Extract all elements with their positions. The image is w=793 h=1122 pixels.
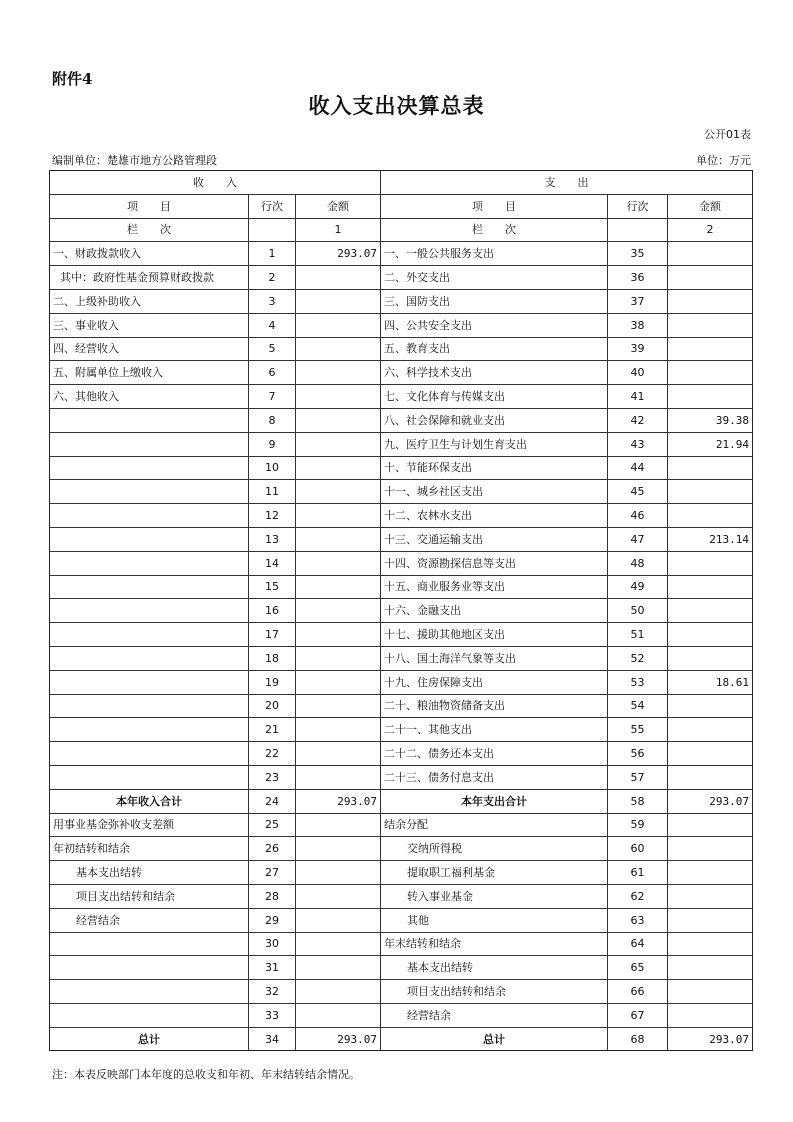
expense-line-cell: 63 xyxy=(608,908,668,932)
income-line-cell: 17 xyxy=(249,623,296,647)
expense-amount-cell: 293.07 xyxy=(668,1027,753,1051)
expense-item-cell: 十八、国土海洋气象等支出 xyxy=(381,646,608,670)
income-item-cell: 一、财政拨款收入 xyxy=(50,242,249,266)
table-row xyxy=(50,742,753,766)
income-amount-cell xyxy=(296,266,381,290)
income-item-cell xyxy=(50,646,249,670)
expense-item-cell: 十九、住房保障支出 xyxy=(381,670,608,694)
income-item-cell xyxy=(50,551,249,575)
expense-line-cell: 49 xyxy=(608,575,668,599)
income-line-cell: 27 xyxy=(249,861,296,885)
table-row xyxy=(50,980,753,1004)
income-item-cell xyxy=(50,718,249,742)
income-amount-cell xyxy=(296,527,381,551)
income-amount-cell xyxy=(296,575,381,599)
expense-line-cell: 46 xyxy=(608,504,668,528)
expense-item-cell: 二十三、债务付息支出 xyxy=(381,765,608,789)
expense-item-header: 项 目 xyxy=(381,194,608,218)
income-item-cell xyxy=(50,504,249,528)
expense-amount-cell xyxy=(668,694,753,718)
income-amount-cell: 293.07 xyxy=(296,1027,381,1051)
income-item-cell: 四、经营收入 xyxy=(50,337,249,361)
expense-line-cell: 52 xyxy=(608,646,668,670)
table-row xyxy=(50,408,753,432)
expense-item-cell: 十三、交通运输支出 xyxy=(381,527,608,551)
expense-item-cell: 二、外交支出 xyxy=(381,266,608,290)
income-amount-cell xyxy=(296,432,381,456)
expense-line-cell: 55 xyxy=(608,718,668,742)
income-line-cell: 16 xyxy=(249,599,296,623)
table-row xyxy=(50,599,753,623)
expense-item-cell: 四、公共安全支出 xyxy=(381,313,608,337)
expense-amount-cell xyxy=(668,623,753,647)
income-line-cell: 9 xyxy=(249,432,296,456)
income-amount-cell xyxy=(296,908,381,932)
expense-item-cell: 年末结转和结余 xyxy=(381,932,608,956)
income-col-label: 栏 次 xyxy=(50,218,249,242)
expense-item-cell: 十七、援助其他地区支出 xyxy=(381,623,608,647)
income-amount-cell xyxy=(296,480,381,504)
income-amount-cell xyxy=(296,456,381,480)
expense-line-cell: 39 xyxy=(608,337,668,361)
expense-item-cell: 二十、粮油物资储备支出 xyxy=(381,694,608,718)
expense-line-cell: 50 xyxy=(608,599,668,623)
table-row xyxy=(50,242,753,266)
income-amount-cell xyxy=(296,765,381,789)
expense-amount-cell xyxy=(668,861,753,885)
expense-amount-cell xyxy=(668,599,753,623)
income-item-cell xyxy=(50,694,249,718)
income-item-cell: 项目支出结转和结余 xyxy=(50,884,249,908)
table-row xyxy=(50,718,753,742)
expense-item-cell: 本年支出合计 xyxy=(381,789,608,813)
income-line-cell: 24 xyxy=(249,789,296,813)
expense-amount-cell xyxy=(668,813,753,837)
income-item-cell xyxy=(50,432,249,456)
income-item-cell: 用事业基金弥补收支差额 xyxy=(50,813,249,837)
expense-amount-cell xyxy=(668,313,753,337)
expense-item-cell: 二十二、债务还本支出 xyxy=(381,742,608,766)
column-index-row xyxy=(50,218,753,242)
income-amount-cell xyxy=(296,694,381,718)
expense-amount-cell: 293.07 xyxy=(668,789,753,813)
expense-amount-cell xyxy=(668,551,753,575)
budget-summary-table xyxy=(49,170,753,1051)
income-line-header: 行次 xyxy=(249,194,296,218)
income-line-cell: 33 xyxy=(249,1003,296,1027)
income-amount-cell xyxy=(296,718,381,742)
income-amount-cell xyxy=(296,385,381,409)
expense-item-cell: 八、社会保障和就业支出 xyxy=(381,408,608,432)
income-line-cell: 14 xyxy=(249,551,296,575)
income-item-cell xyxy=(50,456,249,480)
form-number: 公开01表 xyxy=(704,128,751,141)
income-amount-cell xyxy=(296,670,381,694)
expense-item-cell: 转入事业基金 xyxy=(381,884,608,908)
table-row xyxy=(50,646,753,670)
income-amount-cell xyxy=(296,980,381,1004)
income-line-cell: 2 xyxy=(249,266,296,290)
income-line-cell: 23 xyxy=(249,765,296,789)
expense-line-cell: 67 xyxy=(608,1003,668,1027)
expense-amount-header: 金额 xyxy=(668,194,753,218)
table-row xyxy=(50,908,753,932)
expense-line-cell: 68 xyxy=(608,1027,668,1051)
income-item-cell xyxy=(50,480,249,504)
unit-label: 单位：万元 xyxy=(696,154,751,167)
income-item-cell: 其中：政府性基金预算财政拨款 xyxy=(50,266,249,290)
expense-amount-cell xyxy=(668,837,753,861)
expense-line-cell: 45 xyxy=(608,480,668,504)
income-line-cell: 28 xyxy=(249,884,296,908)
income-amount-cell xyxy=(296,884,381,908)
income-line-cell: 29 xyxy=(249,908,296,932)
expense-amount-cell: 213.14 xyxy=(668,527,753,551)
income-amount-header: 金额 xyxy=(296,194,381,218)
income-item-cell xyxy=(50,599,249,623)
expense-line-cell: 59 xyxy=(608,813,668,837)
expense-amount-cell xyxy=(668,980,753,1004)
income-amount-index: 1 xyxy=(296,218,381,242)
expense-item-cell: 十二、农林水支出 xyxy=(381,504,608,528)
expense-amount-cell: 39.38 xyxy=(668,408,753,432)
income-line-cell: 12 xyxy=(249,504,296,528)
expense-item-cell: 提取职工福利基金 xyxy=(381,861,608,885)
income-item-cell: 二、上级补助收入 xyxy=(50,289,249,313)
income-item-cell xyxy=(50,742,249,766)
expense-line-cell: 48 xyxy=(608,551,668,575)
expense-item-cell: 十五、商业服务业等支出 xyxy=(381,575,608,599)
expense-line-header: 行次 xyxy=(608,194,668,218)
footnote: 注：本表反映部门本年度的总收支和年初、年末结转结余情况。 xyxy=(52,1068,360,1081)
expense-item-cell: 其他 xyxy=(381,908,608,932)
expense-item-cell: 一、一般公共服务支出 xyxy=(381,242,608,266)
income-line-cell: 19 xyxy=(249,670,296,694)
expense-item-cell: 三、国防支出 xyxy=(381,289,608,313)
total-row xyxy=(50,1027,753,1051)
expense-line-cell: 54 xyxy=(608,694,668,718)
table-row xyxy=(50,456,753,480)
income-line-cell: 25 xyxy=(249,813,296,837)
table-row xyxy=(50,1003,753,1027)
income-amount-cell xyxy=(296,646,381,670)
income-line-cell: 31 xyxy=(249,956,296,980)
income-line-cell: 10 xyxy=(249,456,296,480)
expense-line-cell: 56 xyxy=(608,742,668,766)
income-section-header: 收 入 xyxy=(50,171,381,195)
income-line-cell: 20 xyxy=(249,694,296,718)
expense-line-cell: 53 xyxy=(608,670,668,694)
table-row xyxy=(50,385,753,409)
expense-amount-cell xyxy=(668,1003,753,1027)
expense-item-cell: 六、科学技术支出 xyxy=(381,361,608,385)
expense-line-index xyxy=(608,218,668,242)
expense-item-cell: 七、文化体育与传媒支出 xyxy=(381,385,608,409)
table-row xyxy=(50,765,753,789)
table-row xyxy=(50,932,753,956)
income-amount-cell: 293.07 xyxy=(296,789,381,813)
expense-amount-cell xyxy=(668,575,753,599)
expense-item-cell: 十六、金融支出 xyxy=(381,599,608,623)
income-item-cell xyxy=(50,670,249,694)
income-line-cell: 15 xyxy=(249,575,296,599)
expense-amount-cell xyxy=(668,337,753,361)
income-amount-cell xyxy=(296,813,381,837)
table-row xyxy=(50,289,753,313)
expense-item-cell: 结余分配 xyxy=(381,813,608,837)
income-amount-cell xyxy=(296,956,381,980)
table-row xyxy=(50,432,753,456)
total-row xyxy=(50,789,753,813)
expense-line-cell: 43 xyxy=(608,432,668,456)
expense-amount-cell xyxy=(668,289,753,313)
income-line-cell: 13 xyxy=(249,527,296,551)
table-row xyxy=(50,527,753,551)
expense-line-cell: 44 xyxy=(608,456,668,480)
section-header-row xyxy=(50,171,753,195)
expense-line-cell: 65 xyxy=(608,956,668,980)
expense-line-cell: 51 xyxy=(608,623,668,647)
income-item-cell xyxy=(50,765,249,789)
expense-line-cell: 38 xyxy=(608,313,668,337)
column-header-row xyxy=(50,194,753,218)
income-line-cell: 22 xyxy=(249,742,296,766)
expense-amount-cell xyxy=(668,385,753,409)
income-amount-cell xyxy=(296,1003,381,1027)
expense-item-cell: 十四、资源勘探信息等支出 xyxy=(381,551,608,575)
expense-item-cell: 交纳所得税 xyxy=(381,837,608,861)
expense-item-cell: 总计 xyxy=(381,1027,608,1051)
income-item-cell: 总计 xyxy=(50,1027,249,1051)
expense-line-cell: 61 xyxy=(608,861,668,885)
income-line-cell: 6 xyxy=(249,361,296,385)
income-item-cell: 年初结转和结余 xyxy=(50,837,249,861)
expense-amount-cell xyxy=(668,742,753,766)
income-line-cell: 30 xyxy=(249,932,296,956)
expense-amount-cell: 18.61 xyxy=(668,670,753,694)
table-row xyxy=(50,361,753,385)
expense-amount-cell xyxy=(668,361,753,385)
expense-item-cell: 九、医疗卫生与计划生育支出 xyxy=(381,432,608,456)
expense-item-cell: 经营结余 xyxy=(381,1003,608,1027)
expense-line-cell: 62 xyxy=(608,884,668,908)
expense-item-cell: 十、节能环保支出 xyxy=(381,456,608,480)
income-amount-cell xyxy=(296,313,381,337)
table-row xyxy=(50,313,753,337)
expense-amount-cell xyxy=(668,646,753,670)
expense-line-cell: 35 xyxy=(608,242,668,266)
expense-line-cell: 41 xyxy=(608,385,668,409)
expense-item-cell: 二十一、其他支出 xyxy=(381,718,608,742)
income-amount-cell xyxy=(296,337,381,361)
expense-section-header: 支 出 xyxy=(381,171,753,195)
income-item-cell: 本年收入合计 xyxy=(50,789,249,813)
income-item-cell xyxy=(50,1003,249,1027)
table-row xyxy=(50,480,753,504)
table-row xyxy=(50,837,753,861)
income-line-cell: 21 xyxy=(249,718,296,742)
table-row xyxy=(50,504,753,528)
expense-item-cell: 十一、城乡社区支出 xyxy=(381,480,608,504)
income-line-cell: 11 xyxy=(249,480,296,504)
income-item-header: 项 目 xyxy=(50,194,249,218)
income-item-cell xyxy=(50,623,249,647)
income-line-cell: 7 xyxy=(249,385,296,409)
expense-line-cell: 66 xyxy=(608,980,668,1004)
table-row xyxy=(50,670,753,694)
income-line-cell: 32 xyxy=(249,980,296,1004)
income-item-cell xyxy=(50,956,249,980)
expense-line-cell: 58 xyxy=(608,789,668,813)
income-line-cell: 34 xyxy=(249,1027,296,1051)
income-amount-cell xyxy=(296,289,381,313)
expense-line-cell: 64 xyxy=(608,932,668,956)
expense-amount-cell xyxy=(668,765,753,789)
expense-line-cell: 60 xyxy=(608,837,668,861)
attachment-label: 附件4 xyxy=(52,70,93,88)
table-row xyxy=(50,956,753,980)
income-item-cell xyxy=(50,575,249,599)
income-item-cell: 五、附属单位上缴收入 xyxy=(50,361,249,385)
income-amount-cell xyxy=(296,551,381,575)
table-row xyxy=(50,884,753,908)
income-amount-cell xyxy=(296,623,381,647)
income-amount-cell xyxy=(296,408,381,432)
expense-line-cell: 42 xyxy=(608,408,668,432)
expense-amount-cell xyxy=(668,956,753,980)
income-line-cell: 3 xyxy=(249,289,296,313)
organization-label: 编制单位：楚雄市地方公路管理段 xyxy=(52,154,217,167)
expense-amount-cell xyxy=(668,884,753,908)
expense-item-cell: 五、教育支出 xyxy=(381,337,608,361)
income-amount-cell: 293.07 xyxy=(296,242,381,266)
expense-item-cell: 基本支出结转 xyxy=(381,956,608,980)
expense-amount-cell: 21.94 xyxy=(668,432,753,456)
expense-line-cell: 36 xyxy=(608,266,668,290)
table-row xyxy=(50,813,753,837)
expense-col-label: 栏 次 xyxy=(381,218,608,242)
income-line-cell: 5 xyxy=(249,337,296,361)
income-item-cell: 六、其他收入 xyxy=(50,385,249,409)
expense-item-cell: 项目支出结转和结余 xyxy=(381,980,608,1004)
expense-amount-cell xyxy=(668,266,753,290)
expense-line-cell: 57 xyxy=(608,765,668,789)
income-line-index xyxy=(249,218,296,242)
income-item-cell xyxy=(50,408,249,432)
income-amount-cell xyxy=(296,742,381,766)
expense-line-cell: 37 xyxy=(608,289,668,313)
table-row xyxy=(50,575,753,599)
income-amount-cell xyxy=(296,932,381,956)
income-amount-cell xyxy=(296,837,381,861)
expense-amount-cell xyxy=(668,480,753,504)
table-row xyxy=(50,551,753,575)
income-item-cell xyxy=(50,980,249,1004)
page-title: 收入支出决算总表 xyxy=(308,93,485,118)
income-amount-cell xyxy=(296,599,381,623)
expense-amount-cell xyxy=(668,242,753,266)
table-row xyxy=(50,694,753,718)
income-line-cell: 4 xyxy=(249,313,296,337)
income-item-cell: 三、事业收入 xyxy=(50,313,249,337)
income-item-cell: 经营结余 xyxy=(50,908,249,932)
table-row xyxy=(50,623,753,647)
income-line-cell: 8 xyxy=(249,408,296,432)
income-item-cell xyxy=(50,932,249,956)
expense-amount-cell xyxy=(668,908,753,932)
income-amount-cell xyxy=(296,361,381,385)
expense-amount-cell xyxy=(668,932,753,956)
expense-line-cell: 40 xyxy=(608,361,668,385)
expense-amount-cell xyxy=(668,504,753,528)
income-amount-cell xyxy=(296,861,381,885)
table-row xyxy=(50,266,753,290)
income-line-cell: 1 xyxy=(249,242,296,266)
table-row xyxy=(50,337,753,361)
income-line-cell: 18 xyxy=(249,646,296,670)
expense-amount-cell xyxy=(668,456,753,480)
income-line-cell: 26 xyxy=(249,837,296,861)
table-row xyxy=(50,861,753,885)
income-amount-cell xyxy=(296,504,381,528)
expense-line-cell: 47 xyxy=(608,527,668,551)
income-item-cell: 基本支出结转 xyxy=(50,861,249,885)
income-item-cell xyxy=(50,527,249,551)
expense-amount-index: 2 xyxy=(668,218,753,242)
expense-amount-cell xyxy=(668,718,753,742)
